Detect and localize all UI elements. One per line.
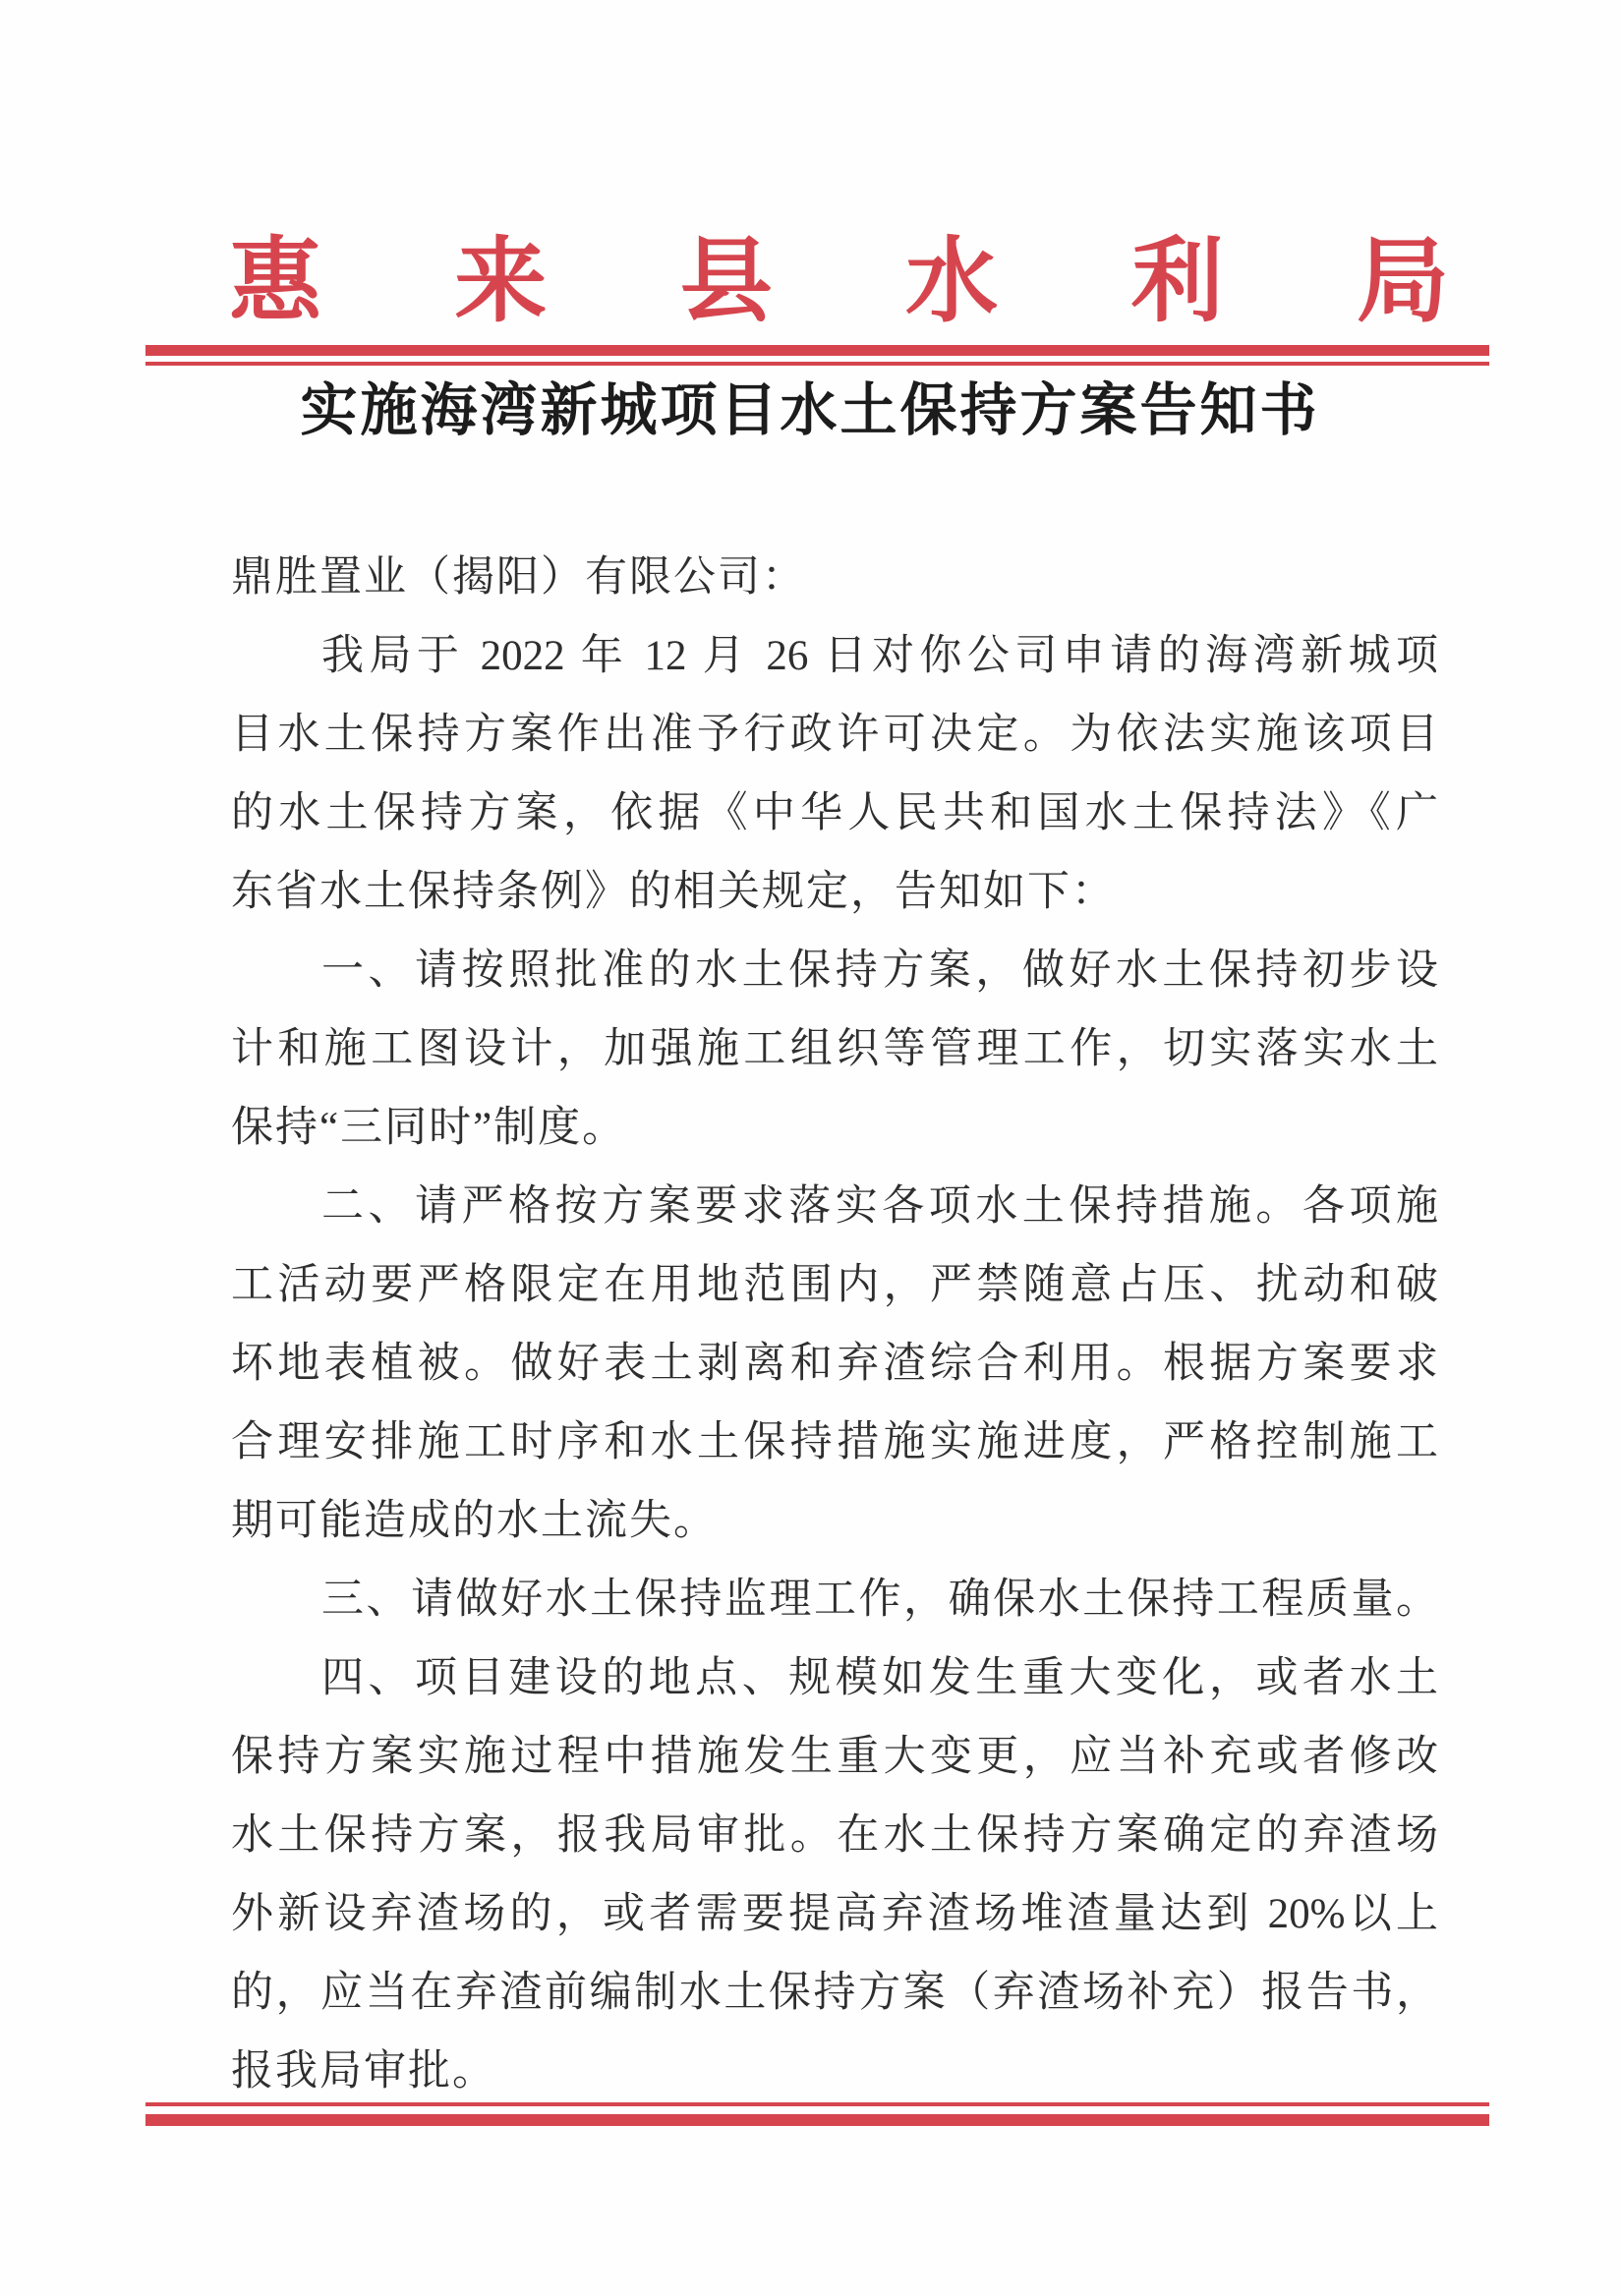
body-line: 计和施工图设计，加强施工组织等管理工作，切实落实水土 [231,1026,1438,1072]
agency-char: 惠 [229,231,322,333]
document-title: 实施海湾新城项目水土保持方案告知书 [300,378,1320,442]
agency-char: 来 [454,231,548,333]
body-line: 保持方案实施过程中措施发生重大变更，应当补充或者修改 [231,1734,1438,1780]
agency-char: 县 [679,231,773,333]
body-line: 外新设弃渣场的，或者需要提高弃渣场堆渣量达到 20%以上 [231,1891,1438,1937]
footer-rule-thin [145,2102,1489,2106]
body-line: 目水土保持方案作出准予行政许可决定。为依法实施该项目 [231,712,1438,758]
body-line: 的水土保持方案，依据《中华人民共和国水土保持法》《广 [231,790,1438,836]
body-line: 我局于 2022 年 12 月 26 日对你公司申请的海湾新城项 [321,633,1438,679]
letterhead-rule-thin [145,362,1489,366]
agency-char: 利 [1130,231,1224,333]
body-line: 水土保持方案，报我局审批。在水土保持方案确定的弃渣场 [231,1812,1438,1859]
body-line: 二、请严格按方案要求落实各项水土保持措施。各项施 [321,1183,1438,1230]
agency-char: 水 [905,231,999,333]
agency-char: 局 [1356,231,1449,333]
body-line: 三、请做好水土保持监理工作，确保水土保持工程质量。 [321,1577,1438,1623]
body-line-salutation: 鼎胜置业（揭阳）有限公司： [231,554,806,601]
body-line: 东省水土保持条例》的相关规定，告知如下： [231,869,1116,915]
footer-rule-thick [145,2114,1489,2126]
body-line: 报我局审批。 [231,2048,496,2095]
body-line: 坏地表植被。做好表土剥离和弃渣综合利用。根据方案要求 [231,1341,1438,1387]
body-line: 四、项目建设的地点、规模如发生重大变化，或者水土 [321,1655,1438,1701]
body-line: 工活动要严格限定在用地范围内，严禁随意占压、扰动和破 [231,1262,1438,1308]
body-line: 期可能造成的水土流失。 [231,1498,718,1544]
body-line: 的，应当在弃渣前编制水土保持方案（弃渣场补充）报告书， [231,1970,1438,2016]
body-line: 保持“三同时”制度。 [231,1105,627,1151]
document-body [231,539,1438,2111]
letterhead-agency-name [229,231,1449,333]
body-line: 合理安排施工时序和水土保持措施实施进度，严格控制施工 [231,1419,1438,1465]
body-line: 一、请按照批准的水土保持方案，做好水土保持初步设 [321,947,1438,994]
letterhead-rule-thick [145,345,1489,356]
